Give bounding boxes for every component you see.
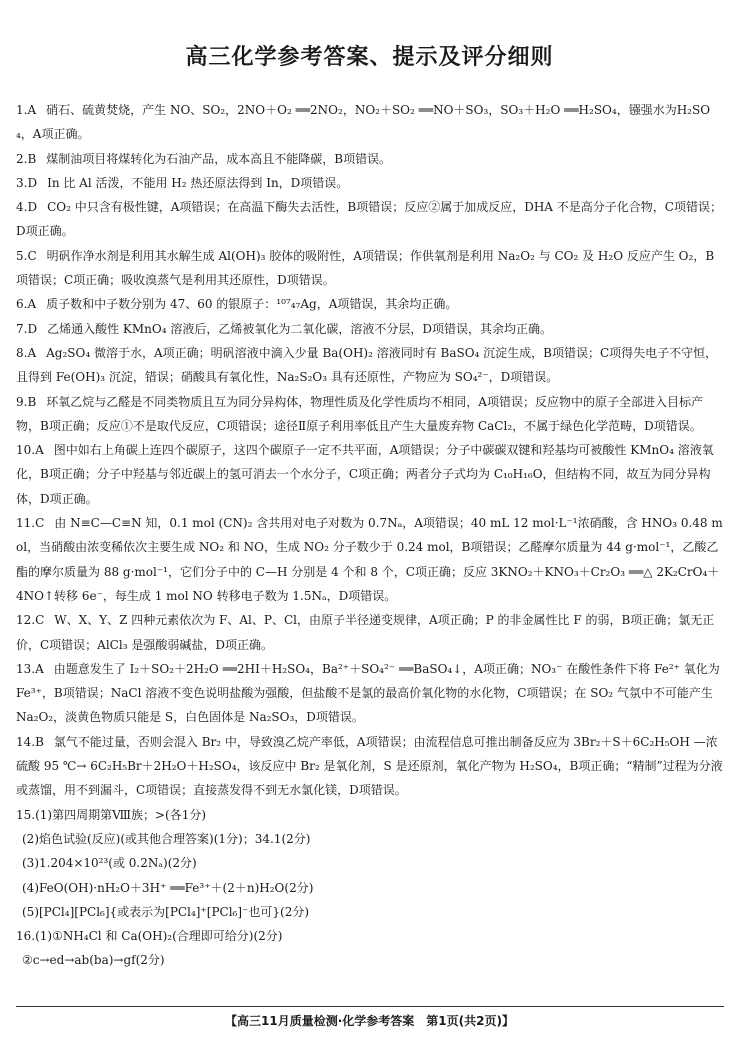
q16-line-2: ②c→ed→ab(ba)→gf(2分) (22, 953, 165, 968)
item-explanation: 图中如右上角碳上连四个碳原子，这四个碳原子一定不共平面，A项错误；分子中碳碳双键和羟基均可被酸性 KMnO₄ 溶液氧化，B项正确；分子中羟基与邻近碳上的氢可消去一个水分子，C项正确；两者分子式均为 C₁₀H₁₆O，但结构不同，故互为同分异构体，D项正确。 (16, 443, 714, 506)
item-explanation: 环氧乙烷与乙醛是不同类物质且互为同分异构体，物理性质及化学性质均不相同，A项错误；反应物中的原子全部进入目标产物，B项正确；反应①不是取代反应，C项错误；途径Ⅱ原子利用率低且产生大量废弃物 CaCl₂，不属于绿色化学范畴，D项错误。 (16, 394, 703, 433)
item-explanation: 质子数和中子数分别为 47、60 的银原子：¹⁰⁷₄₇Ag，A项错误，其余均正确。 (46, 297, 458, 312)
item-answer: C (35, 516, 45, 531)
item-explanation: W、X、Y、Z 四种元素依次为 F、Al、P、Cl，由原子半径递变规律，A项正确；P 的非金属性比 F 的弱，B项正确；氯无正价，C项错误；AlCl₃ 是强酸弱碱盐，D项正确。 (16, 613, 715, 652)
answer-item-11 (16, 511, 724, 608)
answer-item-4 (16, 195, 724, 244)
q15-line-1: 15.(1)第四周期第Ⅷ族；>(各1分) (16, 807, 207, 822)
q15-line-2: (2)焰色试验(反应)(或其他合理答案)(1分)；34.1(2分) (22, 831, 311, 846)
answer-item-12 (16, 608, 724, 657)
q16-line-1: 16.(1)①NH₄Cl 和 Ca(OH)₂(合理即可给分)(2分) (16, 929, 283, 944)
answer-item-16 (16, 924, 724, 973)
page-footer: 【高三11月质量检测·化学参考答案 第1页(共2页)】 (225, 1014, 514, 1028)
item-number: 3. (16, 175, 28, 190)
item-answer: B (27, 151, 37, 166)
item-answer: A (27, 345, 37, 360)
item-answer: B (27, 394, 37, 409)
footer-divider (16, 1006, 724, 1007)
item-answer: C (35, 613, 45, 628)
item-explanation: 氯气不能过量，否则会混入 Br₂ 中，导致溴乙烷产率低，A项错误；由流程信息可推出制备反应为 3Br₂＋S＋6C₂H₅OH —浓硫酸 95 ℃→ 6C₂H₅Br＋2H₂O＋H₂SO₄，该反应中 Br₂ 是氧化剂，S 是还原剂，氧化产物为 H₂SO₄，B项正确；“精制”过程为分液或蒸馏，用不到漏斗，C项错误；直接蒸发得不到无水氯化镁，D项错误。 (16, 734, 723, 798)
q15-line-3: (3)1.204×10²³(或 0.2Nₐ)(2分) (22, 856, 197, 871)
item-number: 4. (16, 200, 28, 215)
q15-line-5: (5)[PCl₄][PCl₆]{或表示为[PCl₄]⁺[PCl₆]⁻也可}(2分) (22, 904, 310, 919)
answer-item-7 (16, 317, 724, 341)
answer-item-8 (16, 341, 724, 390)
answer-item-9 (16, 390, 724, 439)
answer-item-14 (16, 730, 724, 803)
item-explanation: Ag₂SO₄ 微溶于水，A项正确；明矾溶液中滴入少量 Ba(OH)₂ 溶液同时有 BaSO₄ 沉淀生成，B项错误；C项得失电子不守恒，且得到 Fe(OH)₃ 沉淀，错误；硝酸具有氧化性，Na₂S₂O₃ 具有还原性，产物应为 SO₄²⁻，D项错误。 (16, 345, 718, 385)
answer-item-3 (16, 171, 724, 195)
answer-item-5 (16, 244, 724, 293)
item-number: 12. (16, 613, 36, 628)
answer-item-1 (16, 98, 724, 147)
answer-item-10 (16, 438, 724, 511)
item-answer: D (27, 321, 38, 336)
answer-item-15 (16, 803, 724, 924)
item-number: 11. (16, 516, 36, 531)
item-answer: D (27, 200, 38, 215)
item-number: 5. (16, 248, 28, 263)
item-answer: B (35, 734, 44, 749)
item-answer: A (27, 103, 37, 117)
item-number: 7. (16, 321, 28, 336)
answer-item-13 (16, 657, 724, 730)
item-explanation: 硝石、硫黄焚烧，产生 NO、SO₂，2NO＋O₂ ══2NO₂，NO₂＋SO₂ ══NO＋SO₃，SO₃＋H₂O ══H₂SO₄，镪强水为H₂SO₄，A项正确。 (16, 103, 711, 142)
item-explanation: 煤制油项目将煤转化为石油产品，成本高且不能降碳，B项错误。 (46, 151, 392, 166)
answer-item-6 (16, 292, 724, 316)
item-explanation: 由 N≡C—C≡N 知，0.1 mol (CN)₂ 含共用对电子对数为 0.7Nₐ，A项错误；40 mL 12 mol·L⁻¹浓硝酸，含 HNO₃ 0.48 mol，当硝酸由浓变稀依次主要生成 NO₂ 和 NO，生成 NO₂ 分子数少于 0.24 mol，B项错误；乙醛摩尔质量为 44 g·mol⁻¹，乙酸乙酯的摩尔质量为 88 g·mol⁻¹，它们分子中的 C—H 分别是 4 个和 8 个，C项正确；反应 3KNO₂＋KNO₃＋Cr₂O₃ ══△ 2K₂CrO₄＋4NO↑转移 6e⁻，每生成 1 mol NO 转移电子数为 1.5Nₐ，D项错误。 (16, 516, 723, 603)
answer-item-2 (16, 147, 724, 171)
item-explanation: CO₂ 中只含有极性键，A项错误；在高温下酶失去活性，B项错误；反应②属于加成反应，DHA 不是高分子化合物，C项错误；D项正确。 (16, 200, 722, 239)
item-answer: A (35, 661, 44, 676)
q15-line-4: (4)FeO(OH)·nH₂O＋3H⁺ ══Fe³⁺＋(2＋n)H₂O(2分) (22, 880, 314, 895)
item-number: 1. (16, 103, 28, 117)
item-number: 9. (16, 394, 28, 409)
item-answer: C (27, 248, 37, 263)
answer-list (16, 98, 724, 973)
item-explanation: In 比 Al 活泼，不能用 H₂ 热还原法得到 In，D项错误。 (47, 175, 349, 190)
item-number: 6. (16, 297, 28, 312)
item-number: 13. (16, 661, 36, 676)
item-number: 10. (16, 443, 36, 458)
item-number: 2. (16, 151, 28, 166)
item-explanation: 明矾作净水剂是利用其水解生成 Al(OH)₃ 胶体的吸附性，A项错误；作供氧剂是利用 Na₂O₂ 与 CO₂ 及 H₂O 反应产生 O₂，B项错误；C项正确；吸收溴蒸气是利用其还原性，D项错误。 (16, 248, 715, 288)
item-answer: A (27, 297, 37, 312)
item-answer: D (27, 175, 38, 190)
page-title: 高三化学参考答案、提示及评分细则 (185, 45, 554, 70)
item-number: 8. (16, 345, 28, 360)
item-explanation: 乙烯通入酸性 KMnO₄ 溶液后，乙烯被氧化为二氧化碳，溶液不分层，D项错误，其余均正确。 (47, 321, 552, 336)
item-number: 14. (16, 734, 36, 749)
item-answer: A (35, 443, 44, 458)
item-explanation: 由题意发生了 I₂＋SO₂＋2H₂O ══2HI＋H₂SO₄，Ba²⁺＋SO₄²⁻ ══BaSO₄↓，A项正确；NO₃⁻ 在酸性条件下将 Fe²⁺ 氧化为 Fe³⁺，B项错误；NaCl 溶液不变色说明盐酸为强酸，但盐酸不是氯的最高价氧化物的水化物，C项错误；在 SO₂ 气氛中不可能产生 Na₂O₂，淡黄色物质只能是 S，白色固体是 Na₂SO₃，D项错误。 (16, 661, 720, 725)
